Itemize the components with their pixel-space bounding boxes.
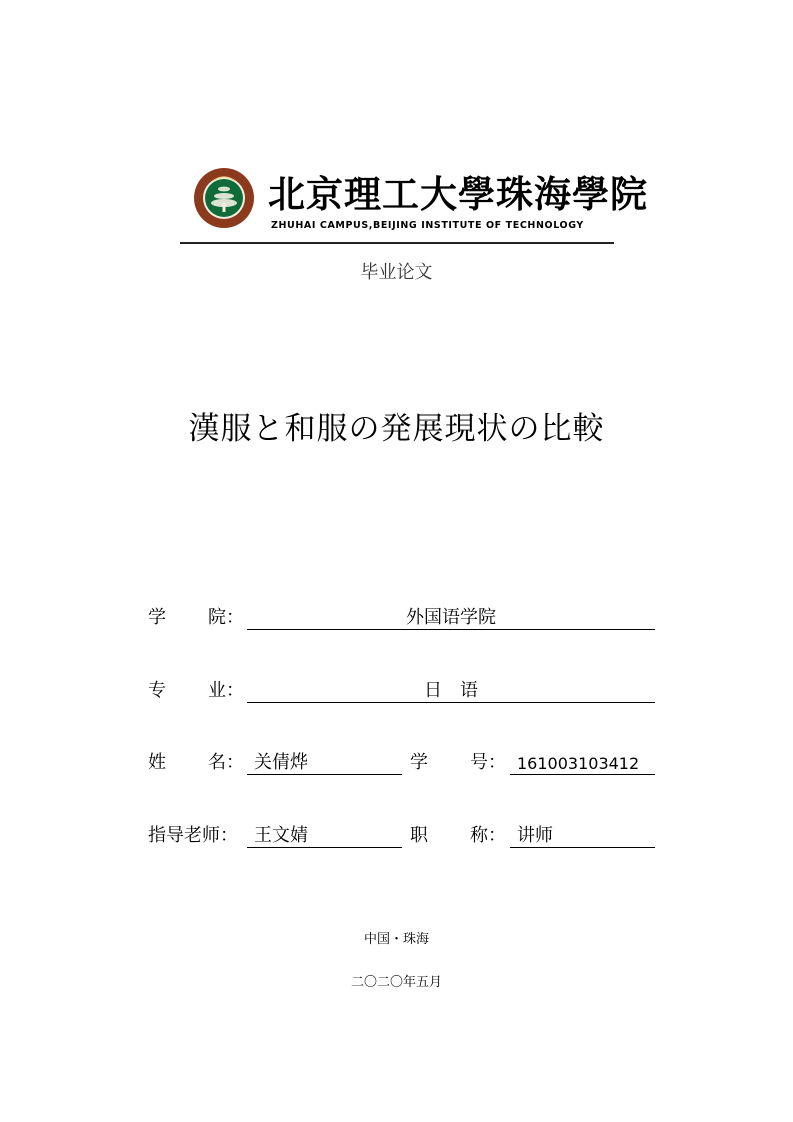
header-divider [180,242,614,244]
college-value: 外国语学院 [406,607,496,628]
advisor-underline [247,847,402,848]
advisor-value: 王文婧 [254,825,308,846]
rank-underline [510,847,655,848]
rank-label-2: 称： [470,825,506,846]
advisor-label: 指导老师： [148,825,238,846]
major-label-1: 专 [148,680,166,701]
student-id-value: 161003103412 [517,754,640,773]
name-label-1: 姓 [148,752,166,773]
student-id-underline [510,774,655,775]
name-label-2: 名： [208,752,244,773]
name-underline [247,774,402,775]
footer-date: 二〇二〇年五月 [350,975,442,990]
student-id-label-1: 学 [410,752,428,773]
college-underline [247,629,655,630]
footer-location: 中国・珠海 [363,932,429,947]
rank-label-1: 职 [410,825,428,846]
major-underline [247,702,655,703]
student-id-label-2: 号： [470,752,506,773]
major-value: 日 语 [424,680,478,701]
major-label-2: 业： [208,680,244,701]
college-label-1: 学 [148,607,166,628]
college-label-2: 院： [208,607,244,628]
school-name-cn: 北京理工大學珠海學院 [268,172,648,216]
school-name-en: ZHUHAI CAMPUS,BEIJING INSTITUTE OF TECHNOLOGY [271,220,584,231]
rank-value: 讲师 [517,825,553,846]
thesis-title: 漢服と和服の発展現状の比較 [188,411,605,447]
document-type: 毕业论文 [360,262,433,283]
school-seal-logo [191,167,257,229]
name-value: 关倩烨 [254,752,308,773]
